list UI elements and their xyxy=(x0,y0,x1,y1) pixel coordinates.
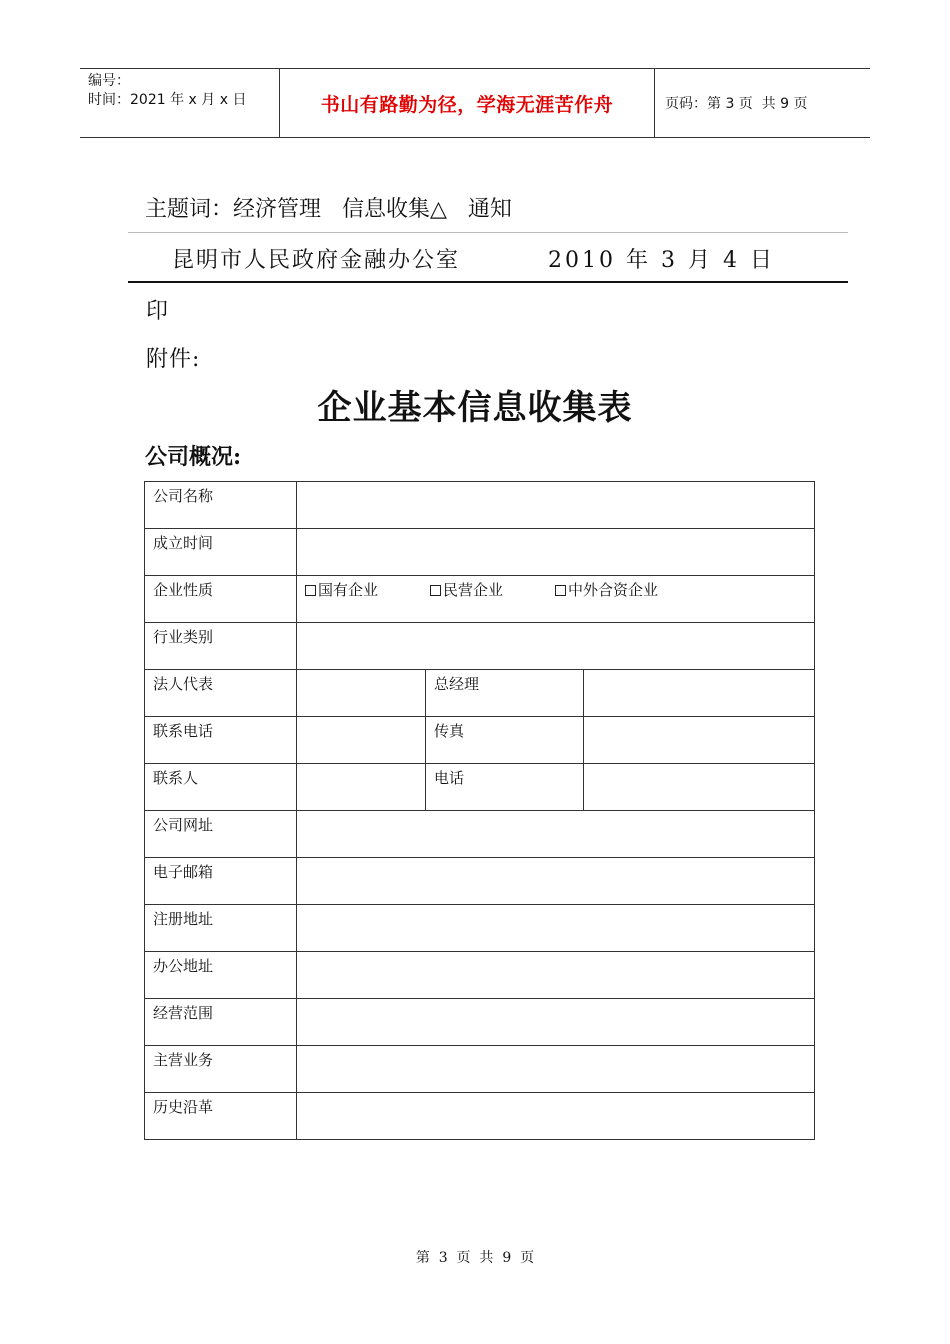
checkbox-label: 国有企业 xyxy=(318,581,379,599)
table-row xyxy=(145,529,815,576)
label-fax: 传真 xyxy=(426,717,584,764)
field-business-scope[interactable] xyxy=(297,999,815,1046)
label-contact-person: 联系人 xyxy=(145,764,297,811)
field-fax[interactable] xyxy=(584,717,815,764)
label-email: 电子邮箱 xyxy=(145,858,297,905)
field-company-name[interactable] xyxy=(297,482,815,529)
table-row xyxy=(145,952,815,999)
table-row xyxy=(145,482,815,529)
field-contact-phone[interactable] xyxy=(297,717,426,764)
label-phone: 电话 xyxy=(426,764,584,811)
label-reg-address: 注册地址 xyxy=(145,905,297,952)
table-row xyxy=(145,717,815,764)
table-row xyxy=(145,999,815,1046)
header-motto: 书山有路勤为径，学海无涯苦作舟 xyxy=(280,69,655,137)
page-header xyxy=(80,68,870,138)
checkbox-icon xyxy=(430,585,441,596)
field-contact-person[interactable] xyxy=(297,764,426,811)
label-general-manager: 总经理 xyxy=(426,670,584,717)
field-history[interactable] xyxy=(297,1093,815,1140)
field-general-manager[interactable] xyxy=(584,670,815,717)
table-row xyxy=(145,670,815,717)
label-business-scope: 经营范围 xyxy=(145,999,297,1046)
label-main-business: 主营业务 xyxy=(145,1046,297,1093)
divider-thick xyxy=(128,281,848,283)
table-row xyxy=(145,764,815,811)
field-nature xyxy=(297,576,815,623)
table-row xyxy=(145,811,815,858)
field-industry[interactable] xyxy=(297,623,815,670)
header-page-info: 页码：第 3 页 共 9 页 xyxy=(665,96,808,112)
checkbox-label: 中外合资企业 xyxy=(568,581,659,599)
field-main-business[interactable] xyxy=(297,1046,815,1093)
table-row xyxy=(145,623,815,670)
field-phone[interactable] xyxy=(584,764,815,811)
company-info-table xyxy=(144,481,815,1140)
field-reg-address[interactable] xyxy=(297,905,815,952)
divider-thin xyxy=(128,232,848,233)
table-row xyxy=(145,858,815,905)
label-legal-rep: 法人代表 xyxy=(145,670,297,717)
table-row xyxy=(145,1093,815,1140)
attachment-label: 附件: xyxy=(146,347,201,372)
checkbox-icon xyxy=(305,585,316,596)
section-title: 公司概况: xyxy=(145,444,242,470)
label-nature: 企业性质 xyxy=(145,576,297,623)
nature-checkbox-group xyxy=(305,580,806,600)
field-established[interactable] xyxy=(297,529,815,576)
header-time: 时间：2021 年 x 月 x 日 xyxy=(88,92,247,108)
issuing-date: 2010 年 3 月 4 日 xyxy=(548,248,775,273)
header-meta xyxy=(80,69,280,137)
checkbox-icon xyxy=(555,585,566,596)
label-history: 历史沿革 xyxy=(145,1093,297,1140)
field-website[interactable] xyxy=(297,811,815,858)
label-industry: 行业类别 xyxy=(145,623,297,670)
table-row xyxy=(145,576,815,623)
issuing-office-line xyxy=(172,243,812,274)
label-office-address: 办公地址 xyxy=(145,952,297,999)
checkbox-label: 民营企业 xyxy=(443,581,504,599)
page-footer: 第 3 页 共 9 页 xyxy=(415,1250,535,1266)
seal-text: 印 xyxy=(146,299,169,324)
label-website: 公司网址 xyxy=(145,811,297,858)
header-number: 编号： xyxy=(88,73,130,89)
issuing-office: 昆明市人民政府金融办公室 xyxy=(172,248,461,273)
field-email[interactable] xyxy=(297,858,815,905)
form-title: 企业基本信息收集表 xyxy=(317,388,633,428)
label-contact-phone: 联系电话 xyxy=(145,717,297,764)
table-row xyxy=(145,1046,815,1093)
label-established: 成立时间 xyxy=(145,529,297,576)
checkbox-joint-venture[interactable] xyxy=(555,580,658,600)
subject-keywords: 主题词：经济管理 信息收集△ 通知 xyxy=(145,197,512,222)
field-office-address[interactable] xyxy=(297,952,815,999)
checkbox-state-owned[interactable] xyxy=(305,580,378,600)
checkbox-private[interactable] xyxy=(430,580,503,600)
label-company-name: 公司名称 xyxy=(145,482,297,529)
field-legal-rep[interactable] xyxy=(297,670,426,717)
table-row xyxy=(145,905,815,952)
